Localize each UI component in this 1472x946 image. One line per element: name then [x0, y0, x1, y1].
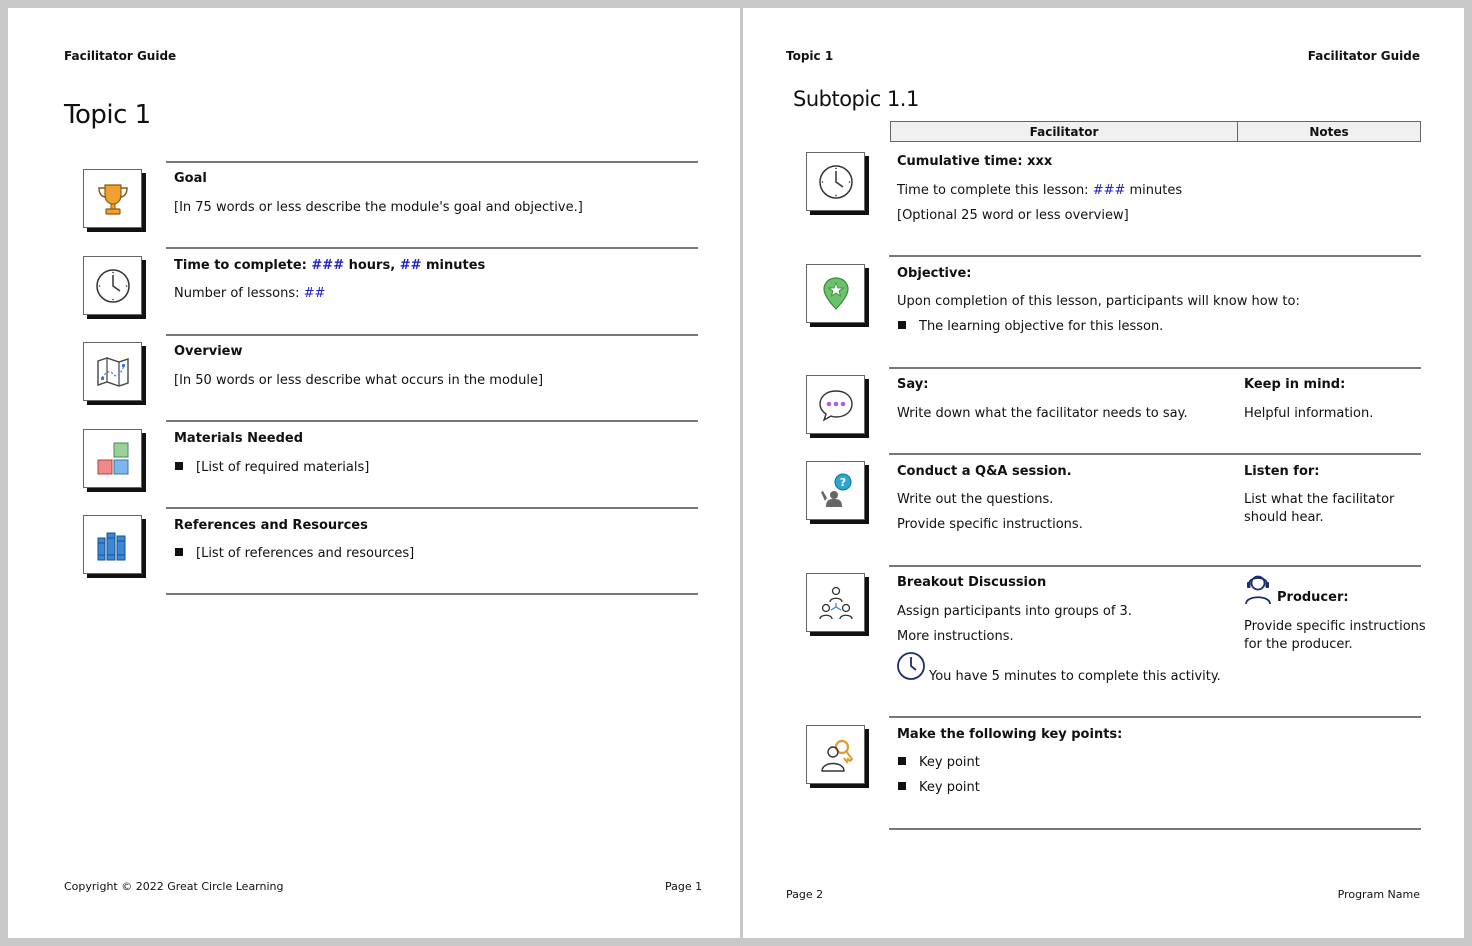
table-header-notes: Notes — [1237, 121, 1421, 142]
lesson-time — [897, 183, 1182, 198]
divider — [166, 334, 698, 336]
qa-heading: Conduct a Q&A session. — [897, 464, 1072, 479]
objective-item-text: The learning objective for this lesson. — [919, 319, 1164, 334]
objective-heading: Objective: — [897, 266, 972, 281]
page-title: Topic 1 — [64, 100, 151, 130]
clock-icon — [806, 152, 865, 211]
bullet-square-icon — [175, 462, 183, 470]
keep-in-mind-text: Helpful information. — [1244, 406, 1374, 421]
bullet-square-icon — [898, 757, 906, 765]
footer-page-number: Page 2 — [786, 888, 824, 901]
divider — [166, 507, 698, 509]
footer-copyright: Copyright © 2022 Great Circle Learning — [64, 880, 284, 893]
bullet-square-icon — [898, 782, 906, 790]
listen-for-heading: Listen for: — [1244, 464, 1320, 479]
keypoint-item-text: Key point — [919, 780, 980, 795]
lesson-time-prefix: Time to complete this lesson: — [897, 183, 1093, 198]
page-title: Subtopic 1.1 — [793, 87, 919, 111]
listen-for-line-1: List what the facilitator — [1244, 492, 1395, 507]
clock-icon — [83, 256, 142, 315]
time-prefix: Time to complete: — [174, 258, 312, 273]
page-header-left: Topic 1 — [786, 49, 834, 63]
overview-heading: Overview — [174, 344, 243, 359]
bullet-square-icon — [175, 548, 183, 556]
number-of-lessons — [174, 286, 325, 301]
svg-text:?: ? — [839, 475, 846, 489]
references-item-text: [List of references and resources] — [196, 546, 415, 561]
references-item — [175, 546, 414, 561]
lesson-time-suffix: minutes — [1125, 183, 1183, 198]
timer-icon — [896, 651, 926, 685]
breakout-heading: Breakout Discussion — [897, 575, 1047, 590]
lessons-value: ## — [303, 286, 326, 301]
divider — [889, 255, 1421, 257]
materials-item-text: [List of required materials] — [196, 460, 370, 475]
lesson-overview: [Optional 25 word or less overview] — [897, 208, 1129, 223]
objective-text: Upon completion of this lesson, participants will know how to: — [897, 294, 1300, 309]
page-header-right: Facilitator Guide — [1307, 49, 1420, 63]
divider — [889, 565, 1421, 567]
person-key-icon — [806, 725, 865, 784]
keep-in-mind-heading: Keep in mind: — [1244, 377, 1346, 392]
lesson-time-value: ### — [1092, 183, 1126, 198]
page-2 — [743, 8, 1464, 938]
materials-item — [175, 460, 369, 475]
divider — [889, 367, 1421, 369]
qa-line-2: Provide specific instructions. — [897, 517, 1083, 532]
lessons-label: Number of lessons: — [174, 286, 304, 301]
hours-value: ### — [311, 258, 345, 273]
page-header: Facilitator Guide — [64, 49, 177, 63]
keypoint-item — [898, 755, 980, 770]
divider — [166, 593, 698, 595]
keypoint-item — [898, 780, 980, 795]
group-discussion-icon — [806, 573, 865, 632]
divider — [889, 716, 1421, 718]
timer-text: You have 5 minutes to complete this activity. — [929, 669, 1221, 684]
footer-program-name: Program Name — [1337, 888, 1420, 901]
books-icon — [83, 515, 142, 574]
cumulative-value: xxx — [1027, 154, 1053, 169]
producer-line-1: Provide specific instructions — [1244, 619, 1426, 634]
map-icon — [83, 342, 142, 401]
goal-text: [In 75 words or less describe the module's goal and objective.] — [174, 200, 583, 215]
divider — [166, 420, 698, 422]
page-1 — [8, 8, 740, 938]
time-to-complete — [174, 258, 485, 273]
qa-line-1: Write out the questions. — [897, 492, 1054, 507]
objective-item — [898, 319, 1163, 334]
breakout-line-1: Assign participants into groups of 3. — [897, 604, 1132, 619]
divider — [166, 161, 698, 163]
keypoint-item-text: Key point — [919, 755, 980, 770]
map-pin-star-icon — [806, 264, 865, 323]
minutes-value: ## — [399, 258, 422, 273]
hours-label: hours, — [344, 258, 400, 273]
divider — [166, 247, 698, 249]
references-heading: References and Resources — [174, 518, 368, 533]
cumulative-label: Cumulative time: — [897, 154, 1028, 169]
goal-heading: Goal — [174, 171, 207, 186]
say-heading: Say: — [897, 377, 929, 392]
materials-heading: Materials Needed — [174, 431, 304, 446]
trophy-icon — [83, 169, 142, 228]
breakout-line-2: More instructions. — [897, 629, 1014, 644]
footer-page-number: Page 1 — [665, 880, 703, 893]
overview-text: [In 50 words or less describe what occurs in the module] — [174, 373, 544, 388]
keypoints-heading: Make the following key points: — [897, 727, 1123, 742]
producer-line-2: for the producer. — [1244, 637, 1353, 652]
headset-producer-icon — [1243, 571, 1273, 609]
table-header-facilitator: Facilitator — [890, 121, 1238, 142]
producer-heading: Producer: — [1277, 590, 1349, 605]
chat-bubble-icon — [806, 375, 865, 434]
bullet-square-icon — [898, 321, 906, 329]
cumulative-time — [897, 154, 1052, 169]
minutes-label: minutes — [421, 258, 486, 273]
question-raise-hand-icon — [806, 461, 865, 520]
say-text: Write down what the facilitator needs to say. — [897, 406, 1188, 421]
divider — [889, 828, 1421, 830]
divider — [889, 453, 1421, 455]
listen-for-line-2: should hear. — [1244, 510, 1324, 525]
blocks-icon — [83, 429, 142, 488]
